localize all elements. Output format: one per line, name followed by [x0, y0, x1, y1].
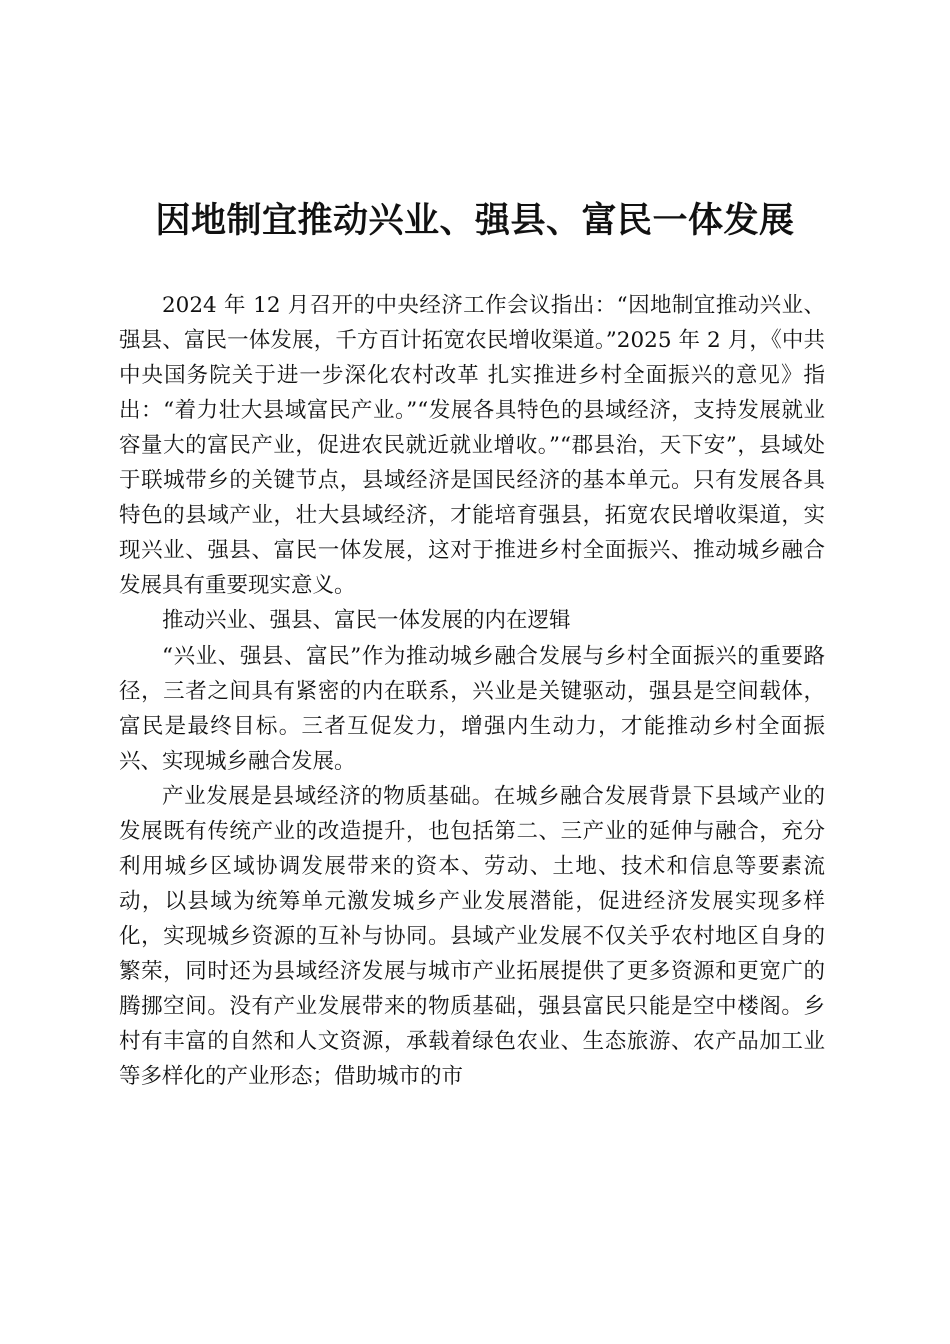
intro-paragraph: 2024 年 12 月召开的中央经济工作会议指出：“因地制宜推动兴业、强县、富民一体发展，千方百计拓宽农民增收渠道。”2025 年 2 月，《中共中央国务院关于进一步深化农村改革 扎实推进乡村全面振兴的意见》指出：“着力壮大县域富民产业。”“发展各具特色的县域经济，支持发展就业容量大的富民产业，促进农民就近就业增收。”“郡县治，天下安”，县域处于联城带乡的关键节点，县域经济是国民经济的基本单元。只有发展各具特色的县域产业，壮大县域经济，才能培育强县，拓宽农民增收渠道，实现兴业、强县、富民一体发展，这对于推进乡村全面振兴、推动城乡融合发展具有重要现实意义。 — [119, 293, 825, 598]
section-heading: 推动兴业、强县、富民一体发展的内在逻辑 — [162, 608, 571, 633]
document-body — [119, 288, 825, 1094]
section-paragraph-1: “兴业、强县、富民”作为推动城乡融合发展与乡村全面振兴的重要路径，三者之间具有紧密的内在联系，兴业是关键驱动，强县是空间载体，富民是最终目标。三者互促发力，增强内生动力，才能推动乡村全面振兴、实现城乡融合发展。 — [119, 644, 825, 774]
document-title: 因地制宜推动兴业、强县、富民一体发展 — [155, 200, 795, 241]
section-paragraph-2: 产业发展是县域经济的物质基础。在城乡融合发展背景下县域产业的发展既有传统产业的改造提升，也包括第二、三产业的延伸与融合，充分利用城乡区域协调发展带来的资本、劳动、土地、技术和信息等要素流动，以县域为统筹单元激发城乡产业发展潜能，促进经济发展实现多样化，实现城乡资源的互补与协同。县域产业发展不仅关乎农村地区自身的繁荣，同时还为县域经济发展与城市产业拓展提供了更多资源和更宽广的腾挪空间。没有产业发展带来的物质基础，强县富民只能是空中楼阁。乡村有丰富的自然和人文资源，承载着绿色农业、生态旅游、农产品加工业等多样化的产业形态；借助城市的市 — [119, 784, 825, 1089]
